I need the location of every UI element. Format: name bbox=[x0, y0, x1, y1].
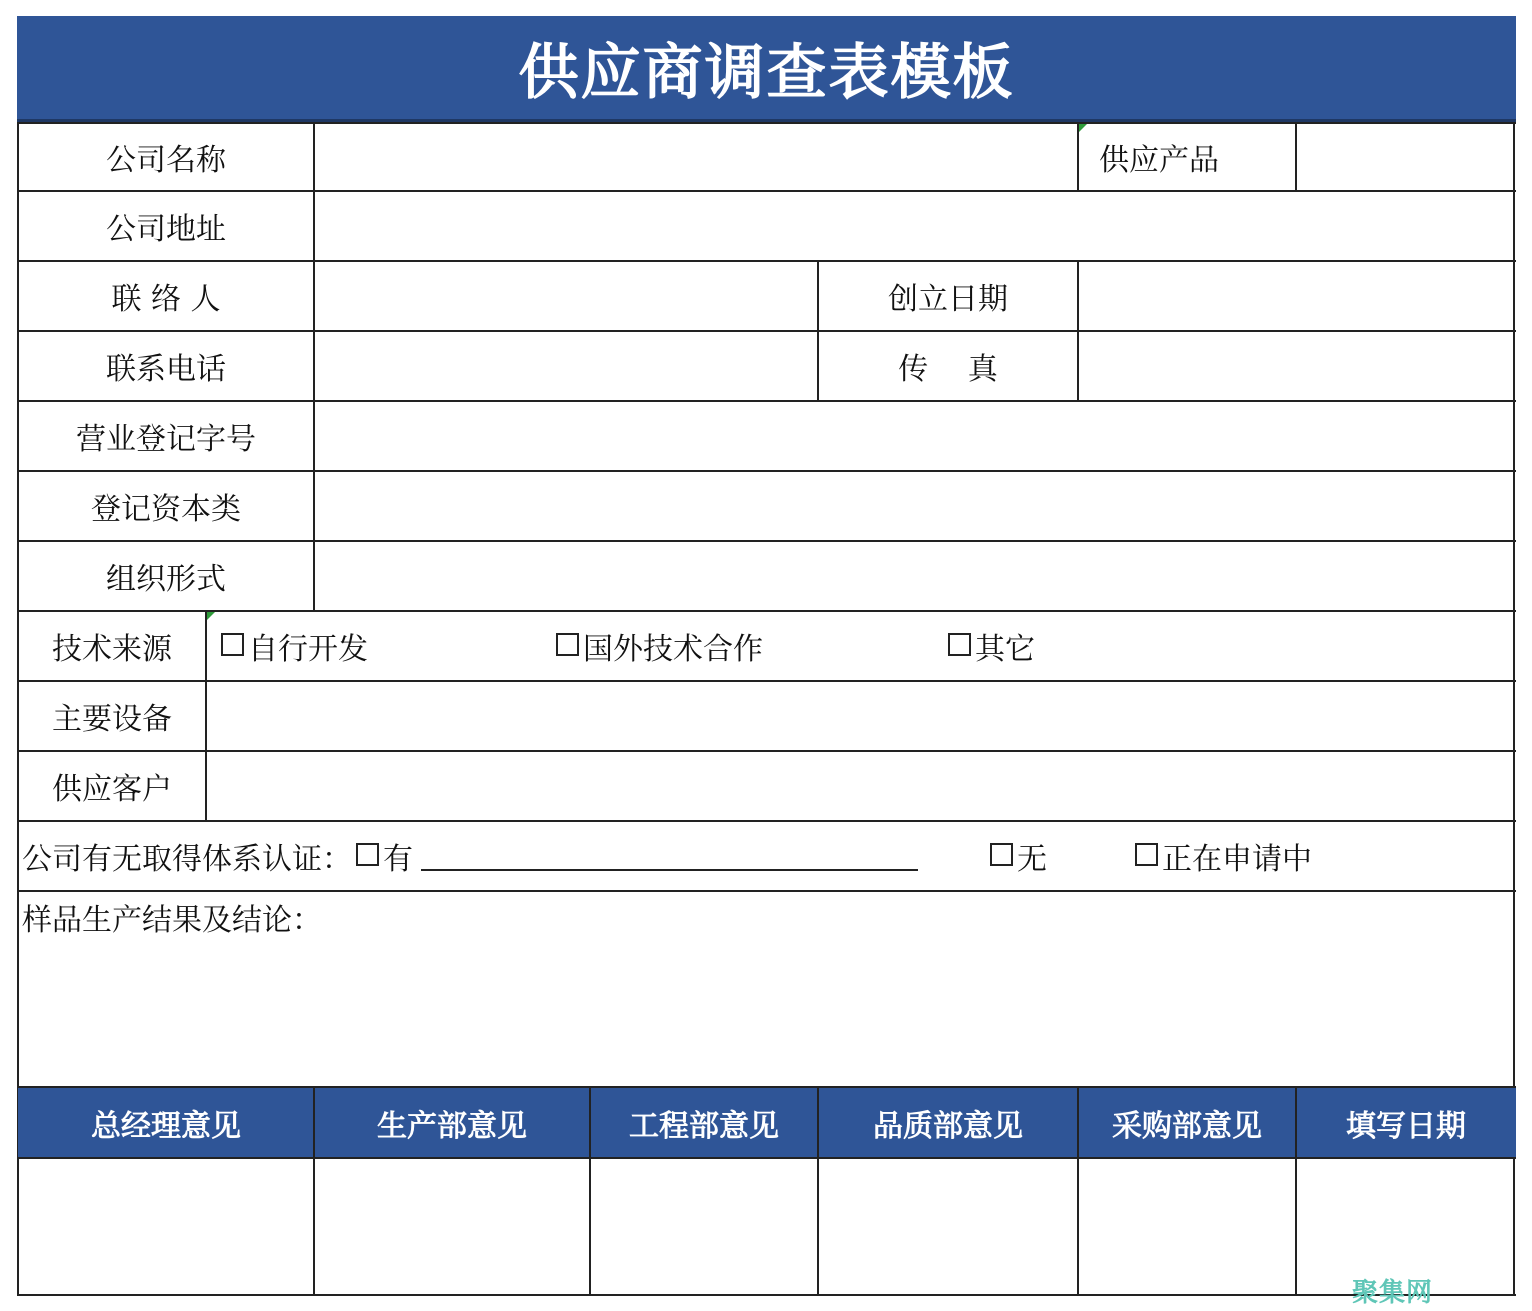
comment-marker bbox=[207, 612, 215, 620]
certification-option-applying-group[interactable] bbox=[1135, 822, 1395, 890]
tech-option-foreign-coop[interactable] bbox=[556, 612, 926, 680]
company-name-field[interactable] bbox=[315, 124, 1077, 190]
tech-source-label: 技术来源 bbox=[52, 632, 172, 667]
founding-date-label: 创立日期 bbox=[888, 282, 1008, 317]
tech-option-other[interactable] bbox=[948, 612, 1148, 680]
supply-product-label: 供应产品 bbox=[1099, 143, 1219, 178]
grid-line bbox=[1077, 122, 1079, 190]
opinion-header-gm: 总经理意见 bbox=[91, 1108, 241, 1144]
option-label: 其它 bbox=[975, 632, 1035, 667]
option-label: 自行开发 bbox=[248, 632, 368, 667]
checkbox-icon[interactable] bbox=[221, 633, 244, 656]
checkbox-icon[interactable] bbox=[1135, 843, 1158, 866]
main-equipment-field[interactable] bbox=[207, 682, 1513, 750]
conclusion-field[interactable] bbox=[19, 942, 1513, 1084]
opinion-field-engineering[interactable] bbox=[591, 1159, 817, 1294]
business-reg-field[interactable] bbox=[315, 402, 1513, 470]
tech-option-self-dev[interactable] bbox=[221, 612, 541, 680]
company-name-label: 公司名称 bbox=[106, 143, 226, 178]
opinion-field-gm[interactable] bbox=[19, 1159, 313, 1294]
business-reg-label: 营业登记字号 bbox=[76, 422, 256, 457]
checkbox-icon[interactable] bbox=[948, 633, 971, 656]
registered-capital-label: 登记资本类 bbox=[91, 492, 241, 527]
certification-option-no: 无 bbox=[1017, 842, 1047, 877]
contact-person-label: 联 络 人 bbox=[111, 282, 221, 317]
page-title: 供应商调查表模板 bbox=[17, 16, 1516, 119]
certification-option-no-group[interactable] bbox=[990, 822, 1110, 890]
phone-label: 联系电话 bbox=[106, 352, 226, 387]
opinion-header-date: 填写日期 bbox=[1346, 1108, 1466, 1144]
certification-option-yes: 有 bbox=[383, 842, 413, 877]
supply-product-field[interactable] bbox=[1297, 124, 1513, 190]
opinion-field-quality[interactable] bbox=[819, 1159, 1077, 1294]
certification-name-line[interactable] bbox=[421, 841, 918, 871]
conclusion-label: 样品生产结果及结论： bbox=[22, 903, 322, 938]
grid-line bbox=[17, 1294, 1516, 1296]
opinion-field-production[interactable] bbox=[315, 1159, 589, 1294]
option-label: 国外技术合作 bbox=[583, 632, 763, 667]
opinion-header-purchasing: 采购部意见 bbox=[1112, 1108, 1262, 1144]
main-equipment-label: 主要设备 bbox=[52, 702, 172, 737]
fax-label: 传 真 bbox=[898, 352, 998, 387]
fax-field[interactable] bbox=[1079, 332, 1513, 400]
comment-marker bbox=[1079, 124, 1087, 132]
checkbox-icon[interactable] bbox=[556, 633, 579, 656]
company-address-label: 公司地址 bbox=[106, 212, 226, 247]
certification-label: 公司有无取得体系认证： bbox=[22, 842, 352, 877]
phone-field[interactable] bbox=[315, 332, 817, 400]
opinion-field-purchasing[interactable] bbox=[1079, 1159, 1295, 1294]
supply-customers-field[interactable] bbox=[207, 752, 1513, 820]
founding-date-field[interactable] bbox=[1079, 262, 1513, 330]
certification-option-applying: 正在申请中 bbox=[1162, 842, 1312, 877]
certification-row bbox=[22, 822, 952, 890]
checkbox-icon[interactable] bbox=[990, 843, 1013, 866]
registered-capital-field[interactable] bbox=[315, 472, 1513, 540]
checkbox-icon[interactable] bbox=[356, 843, 379, 866]
grid-line bbox=[17, 890, 1516, 892]
watermark-logo: 聚集网 bbox=[1352, 1278, 1434, 1308]
org-form-label: 组织形式 bbox=[106, 562, 226, 597]
opinion-header-production: 生产部意见 bbox=[377, 1108, 527, 1144]
org-form-field[interactable] bbox=[315, 542, 1513, 610]
supply-customers-label: 供应客户 bbox=[52, 772, 172, 807]
company-address-field[interactable] bbox=[315, 192, 1513, 260]
opinion-header-engineering: 工程部意见 bbox=[629, 1108, 779, 1144]
contact-person-field[interactable] bbox=[315, 262, 817, 330]
opinion-header-quality: 品质部意见 bbox=[873, 1108, 1023, 1144]
